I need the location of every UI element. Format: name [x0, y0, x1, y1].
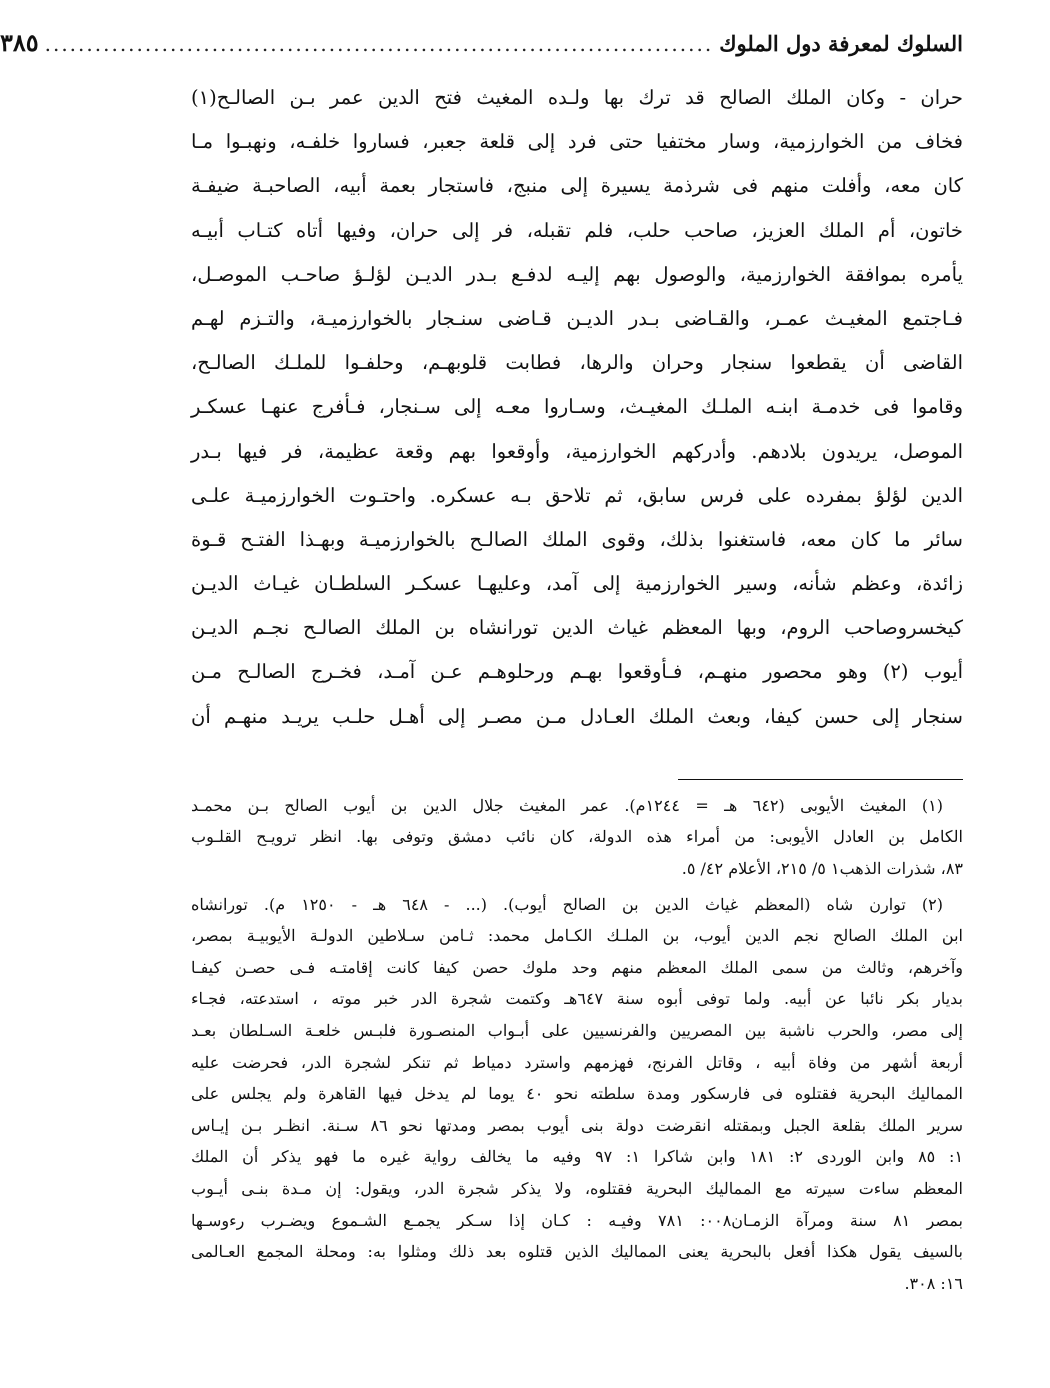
text-line: كان معه، وأفلت منهم فى شرذمة يسيرة إلى منبج، فاستجار بعمة أبيه، الصاحبـة ضيفـة — [191, 174, 963, 198]
footnote-separator — [678, 779, 963, 780]
text-line: خاتون، أم الملك العزيز، صاحب حلب، فلم تقبله، فر إلى حران، وفيها أتاه كتـاب أبيـه — [191, 218, 963, 242]
footnote-line: بالسيف يقول هكذا أفعل بالبحرية يعنى المماليك الذين قتلوه بعد ذلك ومثلوا به: ومحلة المجمع العـالمى — [191, 1242, 963, 1262]
text-line: الدين لؤلؤ بمفرده على فرس سابق، ثم تلاحق بـه عسكره. واحتـوت الخوارزميـة علـى — [191, 483, 963, 507]
footnote-line: المماليك البحرية فقتلوه فى فارسكور ومدة سلطته نحو ٤٠ يوما لم يدخل فيها القاهرة ولم يجلس على — [191, 1084, 963, 1104]
book-page — [0, 28, 964, 1368]
footnote-line: ابن الملك الصالح نجم الدين أيوب، بن الملـك الكـامل محمد: ثـامن سـلاطين الدولـة الأيوبيـة بمصر، — [191, 926, 963, 946]
text-line: يأمره بموافقة الخوارزمية، والوصول بهم إليـه لدفـع بـدر الديـن لؤلـؤ صاحـب الموصـل، — [191, 262, 963, 286]
text-line: فخاف من الخوارزمية، وسار مختفيا حتى فرد إلى قلعة جعبر، فساروا خلفـه، ونهبـوا مـا — [191, 130, 963, 154]
page-header — [0, 28, 963, 72]
text-line: سائر ما كان معه، فاستغنوا بذلك، وقوى الملك الصالـح بالخوارزميـة وبهـذا الفتـح قـوة — [191, 527, 963, 551]
footnote-line: الكامل بن العادل الأيوبى: من أمراء هذه الدولة، كان نائب دمشق وتوفى بها. انظر ترويـح القلـوب — [191, 827, 963, 847]
text-line: أيوب (٢) وهو محصور منهـم، فـأوقعوا بهـم ورحلوهـم عـن آمـد، فخـرج الصالـح مـن — [191, 660, 963, 684]
text-line: الموصل، يريدون بلادهم. وأدركهم الخوارزمية، وأوقعوا بهم وقعة عظيمة، فر فيها بـدر — [191, 439, 963, 463]
footnote-1 — [191, 790, 963, 885]
footnote-line: ١: ٨٥ وابن الوردى ٢: ١٨١ وابن شاكرا ١: ٩٧ وفيه ما يخالف رواية غيره ما فهو يذكر أن الملك — [191, 1147, 964, 1167]
text-line: سنجار إلى حسن كيفا، وبعث الملك العـادل مـن مصـر إلى أهـل حلـب يريـد منهـم أن — [191, 704, 963, 728]
text-line: وقاموا فى خدمـة ابنـه الملـك المغيـث، وسـاروا معـه إلى سـنجار، فـأفرج عنهـا عسكـر — [191, 395, 963, 419]
footnotes — [191, 790, 963, 1300]
header-leader-dots: ................................................................................ — [44, 32, 714, 56]
footnote-line: المعظم ساءت سيرته مع المماليك البحرية فقتلوه، ولا يذكر شجرة الدر، ويقول: إن مـدة بنـى أيـوب — [191, 1178, 963, 1198]
footnote-line: ١٦: ٣٠٨. — [904, 1273, 963, 1293]
footnote-line: إلى مصر، والحرب ناشبة بين المصريين والفرنسيين على أبـواب المنصـورة فلبـس خلعـة السـلطان بعـد — [191, 1020, 963, 1040]
footnote-line: بمصر ٨١ سنة ومرآة الزمـان٠٠٨: ٧٨١ وفيـه : كـان إذا سـكر يجمـع الشـموع ويضـرب رءوسـها — [191, 1210, 963, 1230]
text-line: فـاجتمع المغيـث عمـر، والقـاضى بـدر الديـن قـاضى سنـجار بالخوارزميـة، والتـزم لهـم — [191, 306, 963, 330]
footnote-line: أربعة أشهر من وفاة أبيه ، وقاتل الفرنج، فهزمهم واسترد دمياط ثم تنكر لشجرة الدر، فحرضت عليه — [191, 1052, 963, 1072]
text-line: كيخسروصاحب الروم، وبها المعظم غياث الدين تورانشاه بن الملك الصالـح نجـم الديـن — [191, 616, 963, 640]
page-number: ٣٨٥ — [0, 28, 39, 57]
footnote-line: (٢) توارن شاه (المعظم غياث الدين بن الصالح أيوب). (... - ٦٤٨ هـ - ١٢٥٠ م). تورانشاه — [191, 894, 944, 914]
footnote-line: وآخرهم، وثالث من سمى الملك المعظم منهم وحد ملوك حصن كيفا كانت إقامتـه فـى حصـن كيفـا — [191, 957, 963, 977]
text-line: حران - وكان الملك الصالح قد ترك بها ولـده المغيث فتح الدين عمر بـن الصالـح(١) — [191, 86, 963, 109]
text-line: القاضى أن يقطعوا سنجار وحران والرها، فطابت قلوبهـم، وحلفـوا للملـك الصالـح، — [191, 351, 963, 375]
text-line: زائدة، وعظم شأنه، وسير الخوارزمية إلى آمد، وعليهـا عسكـر السلطـان غيـاث الديـن — [191, 572, 963, 596]
main-text — [191, 76, 963, 739]
running-title: السلوك لمعرفة دول الملوك — [719, 31, 963, 56]
footnote-2 — [191, 889, 963, 1300]
footnote-line: بديار بكر نائبا عن أبيه. ولما توفى أبوه سنة ٦٤٧هـ وكتمت شجرة الدر خبر موته ، استدعته، فجـاء — [191, 989, 964, 1009]
footnote-line: (١) المغيث الأيوبى (٦٤٢ هـ = ١٢٤٤م). عمر المغيث جلال الدين بن أيوب الصالح بـن محمـد — [191, 795, 944, 815]
footnote-line: سرير الملك بقلعة الجبل وبمقتله انقرضت دولة بنى أيوب بمصر ومدتها نحو ٨٦ سـنة. انظـر بـن إيـاس — [191, 1115, 963, 1135]
footnote-line: ٨٣، شذرات الذهب١ ٥/ ٢١٥، الأعلام ٤٢/ ٥. — [681, 859, 963, 878]
